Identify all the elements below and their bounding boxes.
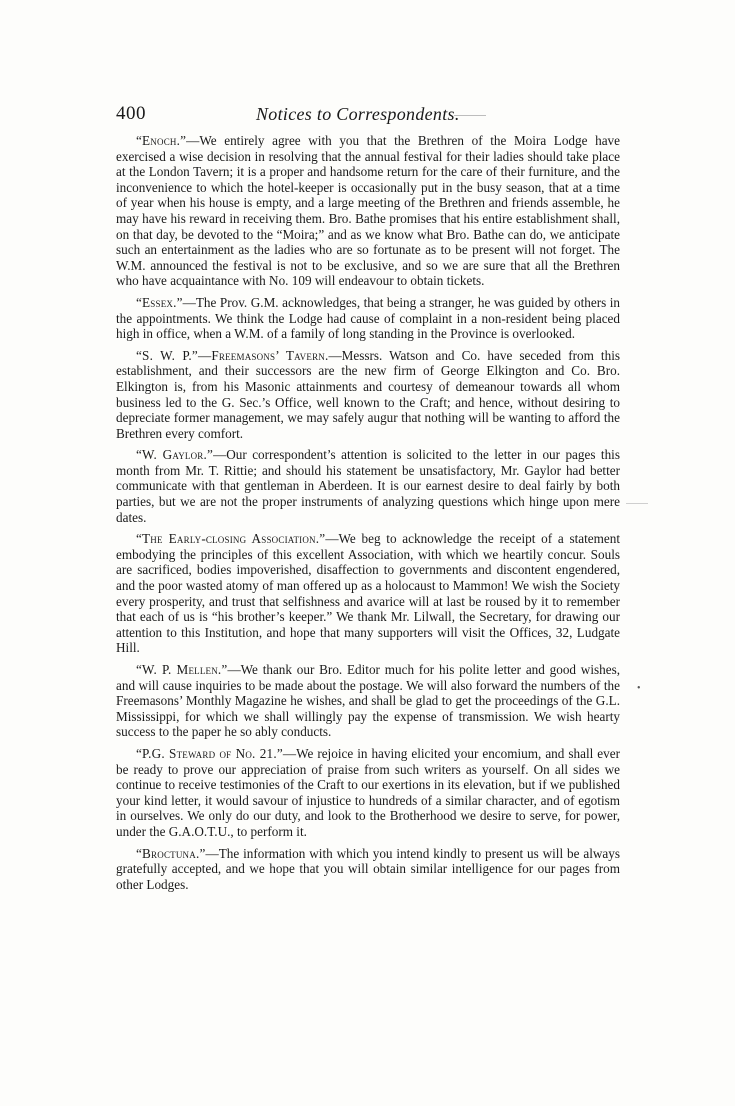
notice-pg-steward — [116, 746, 620, 840]
page-number: 400 — [116, 103, 146, 124]
notice-text: —We entirely agree with you that the Brethren of the Moira Lodge have exercised a wise decision in resolving that the annual festival for their ladies should take place at the London Tavern; it is a proper and handsome return for the care of their furniture, and the inconvenience to which the hotel-keeper is occasionally put in the busy season, that at a time of year when his house is empty, and a large meeting of the Brethren and friends assemble, he may have his reward in receiving them. Bro. Bathe promises that his entire establishment shall, on that day, be devoted to the “Moira;” and as we know what Bro. Bathe can do, we anticipate such an entertainment as the ladies who are so fortunate as to be present will not forget. The W.M. announced the festival is not to be exclusive, and so we are sure that all the Brethren who have acquaintance with No. 109 will endeavour to obtain tickets. — [116, 133, 620, 289]
notice-lead: “Essex.” — [136, 294, 183, 310]
header-rule — [454, 115, 486, 116]
margin-dot: • — [637, 683, 641, 694]
margin-rule — [626, 503, 648, 504]
notice-lead: “Broctuna.” — [136, 845, 206, 861]
notice-text: —We thank our Bro. Editor much for his polite letter and good wishes, and will cause inquiries to be made about the postage. We will also forward the numbers of the Freemasons’ Monthly Magazine he wishes, and shall be glad to get the proceedings of the G.L. Mississippi, for which we shall willingly pay the expense of transmission. We wish hearty success to the paper he so ably conducts. — [116, 662, 620, 740]
notice-text: —Our correspondent’s attention is solicited to the letter in our pages this month from Mr. T. Rittie; and should his statement be unsatisfactory, Mr. Gaylor had better communicate with that gentleman in Aberdeen. It is our earnest desire to deal fairly by both parties, but we are not the proper instruments of analyzing questions which hinge upon mere dates. — [116, 447, 620, 525]
notice-text: —We beg to acknowledge the receipt of a statement embodying the principles of this excellent Association, with which we heartily concur. Souls are sacrificed, bodies impoverished, disaffection to governments and discontent engendered, and the poor wasted atomy of man offered up as a holocaust to Mammon! We wish the Society every prosperity, and trust that selfishness and avarice will at last be roused by it to remember that each of us is “his brother’s keeper.” We thank Mr. Lilwall, the Secretary, for drawing our attention to this Institution, and hope that many supporters will visit the Offices, 32, Ludgate Hill. — [116, 531, 620, 656]
notices-body — [116, 133, 620, 898]
notice-lead: “The Early-closing Association.” — [136, 531, 326, 547]
notice-text: —Messrs. Watson and Co. have seceded from this establishment, and their successors are the new firm of George Elkington and Co. Bro. Elkington is, from his Masonic attainments and courtesy of demeanour towards all whom business led to the G. Sec.’s Office, well known to the Craft; and hence, without desiring to depreciate former management, we may safely augur that nothing will be wanting to afford the Brethren every comfort. — [116, 347, 620, 441]
notice-lead: “P.G. Steward of No. 21.” — [136, 745, 283, 761]
notice-enoch — [116, 133, 620, 289]
notice-early-closing — [116, 531, 620, 656]
notice-text: —The information with which you intend kindly to present us will be always gratefully accepted, and we hope that you will obtain similar intelligence for our pages from other Lodges. — [116, 845, 620, 892]
notice-broctuna — [116, 846, 620, 893]
notice-w-gaylor — [116, 447, 620, 525]
notice-swp-freemasons-tavern — [116, 348, 620, 442]
notice-lead: “Enoch.” — [136, 133, 187, 148]
notice-text: —The Prov. G.M. acknowledges, that being a stranger, he was guided by others in the appointments. We think the Lodge had cause of complaint in a non-resident being placed high in office, when a W.M. of a family of long standing in the Province is overlooked. — [116, 294, 620, 342]
running-title: Notices to Correspondents. — [256, 104, 460, 124]
notice-lead: “S. W. P.”—Freemasons’ Tavern. — [136, 347, 329, 363]
notice-essex — [116, 295, 620, 342]
notice-lead: “W. Gaylor.” — [136, 447, 214, 463]
notice-wp-mellen — [116, 662, 620, 740]
notice-lead: “W. P. Mellen.” — [136, 662, 228, 677]
page-header — [116, 103, 620, 127]
notice-text: —We rejoice in having elicited your encomium, and shall ever be ready to prove our appreciation of praise from such writers as yourself. On all sides we continue to receive testimonies of the Craft to our exertions in its elevation, but if we published your kind letter, it would savour of injustice to hundreds of a similar character, and of egotism in ourselves. We only do our duty, and look to the Brotherhood we desire to serve, for power, under the G.A.O.T.U., to perform it. — [116, 745, 620, 839]
